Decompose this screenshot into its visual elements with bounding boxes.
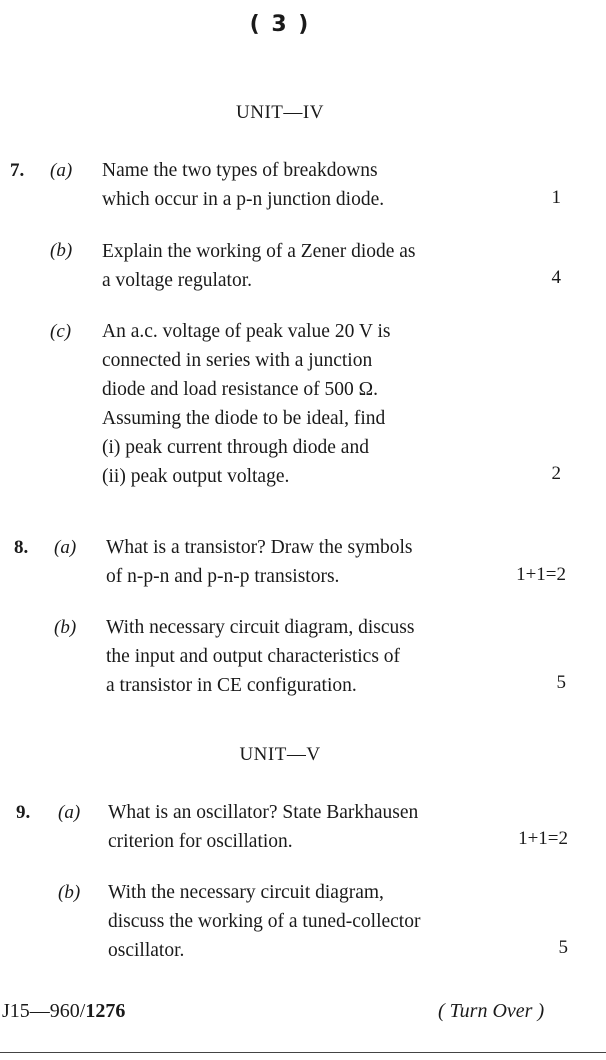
paper-code-prefix: J15—960/ (2, 1000, 86, 1022)
question-7b-line-1: Explain the working of a Zener diode as (102, 241, 416, 262)
question-7b-label: (b) (50, 240, 73, 261)
unit-iv-heading: UNIT—IV (236, 102, 324, 123)
footer-rule (0, 1052, 606, 1053)
question-9b-line-2: discuss the working of a tuned-collector (108, 911, 421, 932)
question-8-number: 8. (14, 537, 29, 558)
question-7a-line-2: which occur in a p-n junction diode. (102, 189, 385, 210)
question-8b-text (106, 613, 524, 700)
question-7b-marks: 4 (551, 267, 561, 288)
question-8a-line-2: of n-p-n and p-n-p transistors. (106, 566, 340, 587)
question-9a-text (108, 798, 526, 856)
question-9a-label: (a) (58, 802, 81, 823)
question-9-number: 9. (16, 802, 31, 823)
question-8b-label: (b) (54, 617, 77, 638)
question-8b-line-1: With necessary circuit diagram, discuss (106, 617, 415, 638)
question-7a-text (102, 156, 520, 214)
question-9b-line-3: oscillator. (108, 940, 185, 961)
page-number: ( 3 ) (249, 12, 311, 37)
turn-over-note: ( Turn Over ) (438, 1000, 545, 1022)
question-7c-label: (c) (50, 321, 72, 342)
question-8a-marks: 1+1=2 (516, 564, 566, 585)
question-9a-marks: 1+1=2 (518, 828, 568, 849)
question-8b-line-2: the input and output characteristics of (106, 646, 401, 667)
question-7a-marks: 1 (551, 187, 561, 208)
unit-v-heading: UNIT—V (239, 744, 321, 765)
question-9b-line-1: With the necessary circuit diagram, (108, 882, 384, 903)
question-7c-line-1: An a.c. voltage of peak value 20 V is (102, 321, 391, 342)
question-7c-line-6: (ii) peak output voltage. (102, 466, 290, 487)
paper-code (2, 1000, 125, 1023)
question-8a-label: (a) (54, 537, 77, 558)
question-7c-line-3: diode and load resistance of 500 Ω. (102, 379, 379, 400)
question-7b-line-2: a voltage regulator. (102, 270, 252, 291)
question-7c-text (102, 317, 520, 491)
question-7c-marks: 2 (551, 463, 561, 484)
question-9a-line-2: criterion for oscillation. (108, 831, 293, 852)
question-7a-label: (a) (50, 160, 73, 181)
question-8a-text (106, 533, 524, 591)
question-7c-line-5: (i) peak current through diode and (102, 437, 369, 458)
question-9a-line-1: What is an oscillator? State Barkhausen (108, 802, 419, 823)
question-7a-line-1: Name the two types of breakdowns (102, 160, 378, 181)
question-7b-text (102, 237, 520, 295)
question-7c-line-4: Assuming the diode to be ideal, find (102, 408, 386, 429)
question-8a-line-1: What is a transistor? Draw the symbols (106, 537, 413, 558)
question-7-number: 7. (10, 160, 25, 181)
question-9b-marks: 5 (558, 937, 568, 958)
paper-code-number: 1276 (85, 1000, 126, 1022)
question-7c-line-2: connected in series with a junction (102, 350, 373, 371)
question-9b-label: (b) (58, 882, 81, 903)
question-8b-marks: 5 (556, 672, 566, 693)
question-9b-text (108, 878, 526, 965)
question-8b-line-3: a transistor in CE configuration. (106, 675, 357, 696)
